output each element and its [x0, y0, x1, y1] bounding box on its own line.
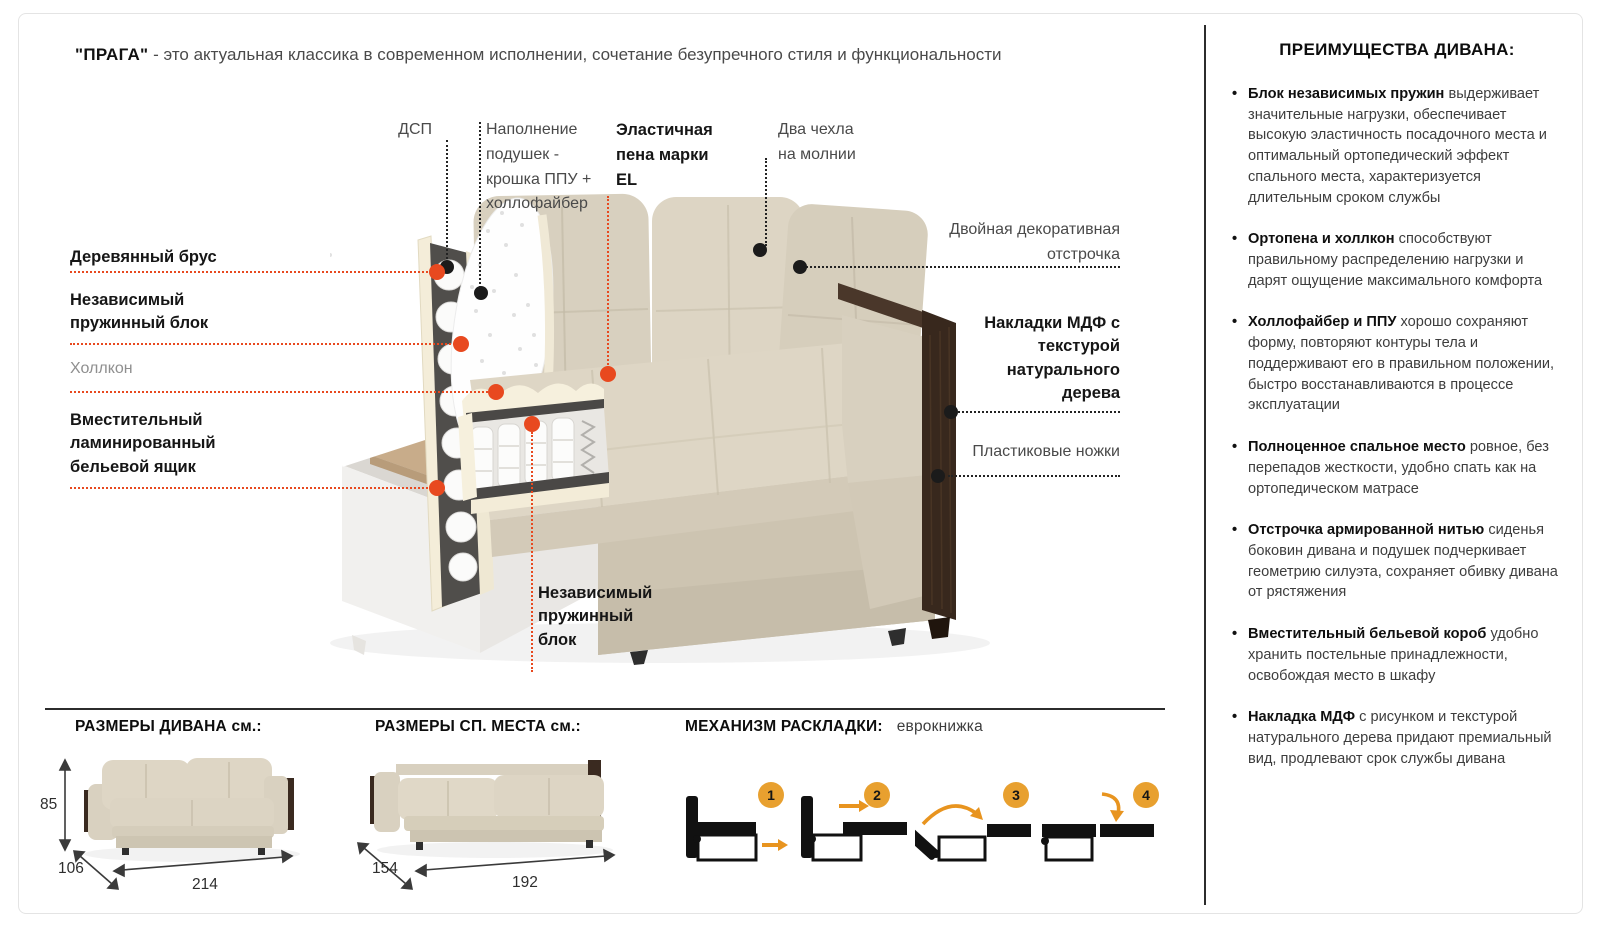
label-spring-block-bottom: Независимый пружинный блок: [538, 584, 653, 649]
callout-line: [70, 391, 492, 393]
sofa-width-value: 214: [192, 876, 218, 893]
callout-dot: [931, 469, 945, 483]
label-stitching: Двойная декоративная отстрочка: [949, 221, 1120, 263]
label-mdf: Накладки МДФ с текстурой натурального дерева: [984, 314, 1120, 403]
bed-depth-value: 154: [372, 860, 398, 877]
label-drawer: Вместительный ламинированный бельевой ящик: [70, 411, 216, 476]
advantage-item: • Вместительный бельевой короб удобно хранить постельные принадлежности, освобождая место в шкафу: [1230, 624, 1564, 686]
label-covers: Два чехла на молнии: [778, 121, 856, 163]
mechanism-step-2: [795, 760, 913, 870]
mechanism-step-4-icon: [1038, 792, 1162, 868]
mechanism-heading-label: МЕХАНИЗМ РАСКЛАДКИ:: [685, 718, 883, 735]
callout-dot: [753, 243, 767, 257]
advantages-heading: ПРЕИМУЩЕСТВА ДИВАНА:: [1279, 40, 1515, 59]
horizontal-divider: [45, 708, 1165, 710]
callout-dot: [488, 384, 504, 400]
callout-dot: [474, 286, 488, 300]
page-title-text: - это актуальная классика в современном исполнении, сочетание безупречного стиля и функциональности: [153, 45, 1002, 64]
advantage-item: • Блок независимых пружин выдерживает значительные нагрузки, обеспечивает высокую эластичность посадочного места и оптимальный ортопедический эффект спального места, характеризуется длительным сроком службы: [1230, 84, 1564, 208]
step-number-badge: 3: [1003, 782, 1029, 808]
advantage-item: • Накладка МДФ с рисунком и текстурой натурального дерева придают премиальный вид, продлевают срок службы дивана: [1230, 707, 1564, 769]
mechanism-step-4: [1038, 760, 1162, 870]
callout-line: [765, 158, 767, 246]
callout-line: [958, 411, 1120, 413]
callout-dot: [429, 480, 445, 496]
mechanism-step-1: [680, 760, 792, 870]
bed-width-value: 192: [512, 874, 538, 891]
label-hollkon: Холлкон: [70, 360, 133, 377]
sofa-folded-illustration: [20, 748, 310, 908]
advantage-item: • Ортопена и холлкон способствуют правильному распределению нагрузки и дарят ощущение максимального комфорта: [1230, 229, 1564, 291]
advantage-item: • Холлофайбер и ППУ хорошо сохраняют форму, повторяют контуры тела и поддерживают его в правильном положении, быстро восстанавливаются в процессе эксплуатации: [1230, 312, 1564, 416]
callout-dot: [944, 405, 958, 419]
sofa-unfolded-illustration: [330, 748, 630, 908]
label-legs: Пластиковые ножки: [972, 443, 1120, 460]
advantages-panel: [1230, 40, 1564, 790]
mechanism-step-3-icon: [915, 792, 1033, 868]
bed-dimensions-heading: РАЗМЕРЫ СП. МЕСТА см.:: [375, 718, 581, 735]
step-number-badge: 2: [864, 782, 890, 808]
callout-line: [70, 487, 432, 489]
advantages-list: [1230, 84, 1564, 769]
advantage-item: • Полноценное спальное место ровное, без перепадов жесткости, удобно спать как на ортопедическом матрасе: [1230, 437, 1564, 499]
mechanism-type: еврокнижка: [896, 718, 983, 735]
mechanism-step-1-icon: [680, 792, 792, 868]
label-foam: Эластичная пена марки EL: [616, 121, 713, 189]
step-number-badge: 1: [758, 782, 784, 808]
seat-spring-cutaway: [458, 383, 609, 514]
advantage-item: • Отстрочка армированной нитью сиденья боковин дивана и подушек подчеркивает геометрию силуэта, сохраняет обивку дивана от рястяжения: [1230, 520, 1564, 603]
product-name: "ПРАГА": [75, 45, 149, 64]
callout-line: [70, 271, 432, 273]
callout-line: [607, 196, 609, 368]
label-dsp: ДСП: [398, 121, 432, 138]
sofa-dimensions-heading: РАЗМЕРЫ ДИВАНА см.:: [75, 718, 262, 735]
callout-line: [479, 122, 481, 288]
mechanism-step-2-icon: [795, 792, 913, 868]
callout-line: [531, 432, 533, 672]
callout-line: [948, 475, 1120, 477]
callout-line: [446, 140, 448, 263]
sofa-height-value: 85: [40, 796, 58, 813]
callout-dot: [524, 416, 540, 432]
page-title: [75, 45, 1001, 65]
sofa-depth-value: 106: [58, 860, 84, 877]
mechanism-heading: [685, 718, 983, 736]
callout-dot: [600, 366, 616, 382]
label-filling: Наполнение подушек - крошка ППУ + холлофайбер: [486, 121, 592, 213]
mechanism-step-3: [915, 760, 1033, 870]
callout-dot: [793, 260, 807, 274]
label-spring-block: Независимый пружинный блок: [70, 291, 209, 333]
vertical-divider: [1204, 25, 1206, 905]
label-wood-bar: Деревянный брус: [70, 248, 217, 266]
step-number-badge: 4: [1133, 782, 1159, 808]
callout-dot: [429, 264, 445, 280]
callout-dot: [453, 336, 469, 352]
callout-line: [70, 343, 458, 345]
